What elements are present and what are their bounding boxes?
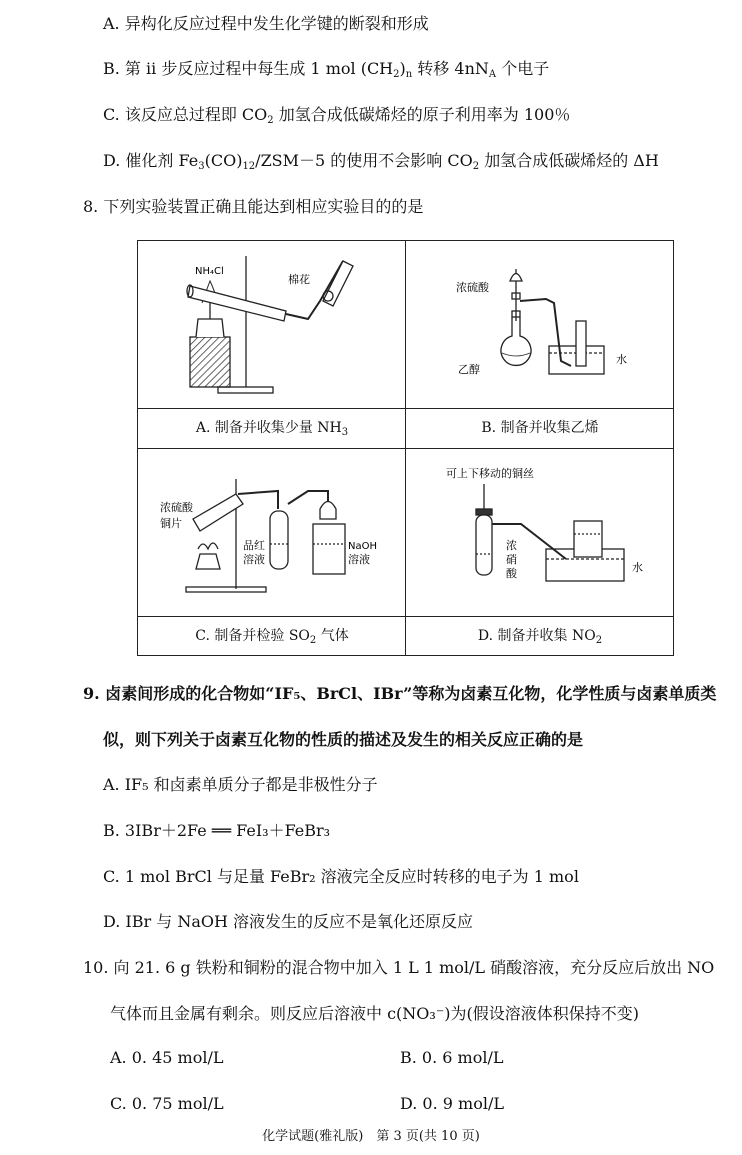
- q9-option-d: D. IBr 与 NaOH 溶液发生的反应不是氧化还原反应: [103, 912, 474, 931]
- label-copper-sheet: 铜片: [160, 517, 182, 530]
- q7-b-text-1: B. 第 ii 步反应过程中每生成 1 mol (CH: [103, 59, 394, 78]
- q7-b-text-2: ): [399, 59, 406, 78]
- q10-stem-line2: 气体而且金属有剩余。则反应后溶液中 c(NO₃⁻)为(假设溶液体积保持不变): [110, 1004, 639, 1023]
- q7-d-text-1: D. 催化剂 Fe: [103, 151, 199, 170]
- label-solution2: 溶液: [348, 553, 370, 566]
- q9-option-a: A. IF₅ 和卤素单质分子都是非极性分子: [103, 775, 378, 794]
- q9-stem-line2: 似，则下列关于卤素互化物的性质的描述及发生的相关反应正确的是: [103, 730, 584, 749]
- caption-a: A. 制备并收集少量 $NH_3$: [195, 420, 349, 438]
- q7-d-text-3: /ZSM－5 的使用不会影响 CO: [255, 151, 473, 170]
- q7-d-text-4: 加氢合成低碳烯烃的 ΔH: [479, 151, 659, 170]
- q10-option-c: C. 0. 75 mol/L: [110, 1094, 224, 1113]
- q8-stem: 8. 下列实验装置正确且能达到相应实验目的的是: [83, 197, 424, 216]
- apparatus-table: [137, 240, 674, 656]
- q7-b-text-4: 个电子: [496, 59, 550, 78]
- label-acid: 酸: [506, 567, 517, 580]
- caption-d: D. 制备并收集 $NO_2$: [477, 628, 603, 646]
- q10-option-a: A. 0. 45 mol/L: [110, 1048, 224, 1067]
- caption-a-text: A. 制备并收集少量 NH: [195, 420, 342, 436]
- apparatus-b-figure: [406, 241, 673, 408]
- label-copper-wire: 可上下移动的铜丝: [446, 467, 534, 480]
- q10-option-d: D. 0. 9 mol/L: [400, 1094, 504, 1113]
- label-conc-h2so4: 浓硫酸: [456, 281, 489, 294]
- q7-option-c: C. 该反应总过程即 $CO_2$ 加氢合成低碳烯烃的原子利用率为 100％: [103, 105, 571, 126]
- q7-c-text-1: C. 该反应总过程即 CO: [103, 105, 268, 124]
- caption-c: C. 制备并检验 $SO_2$ 气体: [195, 628, 349, 646]
- label-naoh: NaOH: [348, 541, 377, 552]
- q9-option-b: B. 3IBr＋2Fe ══ FeI₃＋FeBr₃: [103, 821, 331, 840]
- q9-stem-line1: 9. 卤素间形成的化合物如“IF₅、BrCl、IBr”等称为卤素互化物，化学性质与卤素单质类: [83, 684, 717, 703]
- apparatus-d-figure: [406, 449, 673, 616]
- apparatus-a-figure: [138, 241, 405, 408]
- caption-b: B. 制备并收集乙烯: [481, 420, 599, 436]
- label-water-d: 水: [632, 561, 643, 574]
- page-footer: 化学试题(雅礼版) 第 3 页(共 10 页): [262, 1129, 480, 1144]
- label-conc: 浓: [506, 539, 517, 552]
- q9-option-c: C. 1 mol BrCl 与足量 FeBr₂ 溶液完全反应时转移的电子为 1 mol: [103, 867, 579, 886]
- q10-stem-line1: 10. 向 21. 6 g 铁粉和铜粉的混合物中加入 1 L 1 mol/L 硝酸溶液，充分反应后放出 NO: [83, 958, 715, 977]
- apparatus-c-figure: [138, 449, 405, 616]
- label-conc-h2so4-c: 浓硫酸: [160, 501, 193, 514]
- q7-option-b: B. 第 ii 步反应过程中每生成 1 mol $(CH_2)_n$ 转移 $4nN_A$ 个电子: [103, 59, 550, 80]
- caption-c-text-2: 气体: [316, 628, 349, 644]
- q7-c-text-2: 加氢合成低碳烯烃的原子利用率为 100％: [273, 105, 571, 124]
- label-pinhong: 品红: [243, 539, 265, 552]
- q7-b-sub: A: [488, 69, 497, 80]
- label-cotton: 棉花: [288, 273, 310, 286]
- q7-d-text-2: (CO): [204, 151, 243, 170]
- label-ethanol: 乙醇: [458, 363, 480, 376]
- q10-option-b: B. 0. 6 mol/L: [400, 1048, 504, 1067]
- label-solution1: 溶液: [243, 553, 265, 566]
- q7-b-n: n: [405, 69, 413, 80]
- caption-d-text: D. 制备并收集 NO: [477, 628, 596, 644]
- label-nitric: 硝: [506, 553, 517, 566]
- label-nh4cl: NH₄Cl: [195, 266, 224, 277]
- q7-option-a: A. 异构化反应过程中发生化学键的断裂和形成: [103, 14, 429, 33]
- q7-b-text-3: 转移 4nN: [412, 59, 489, 78]
- label-water-b: 水: [616, 353, 627, 366]
- q7-option-d: D. 催化剂 $Fe_3(CO)_{12}/ZSM-5$ 的使用不会影响 $CO_2$ 加氢合成低碳烯烃的 ΔH: [103, 151, 659, 172]
- caption-c-text-1: C. 制备并检验 SO: [195, 628, 310, 644]
